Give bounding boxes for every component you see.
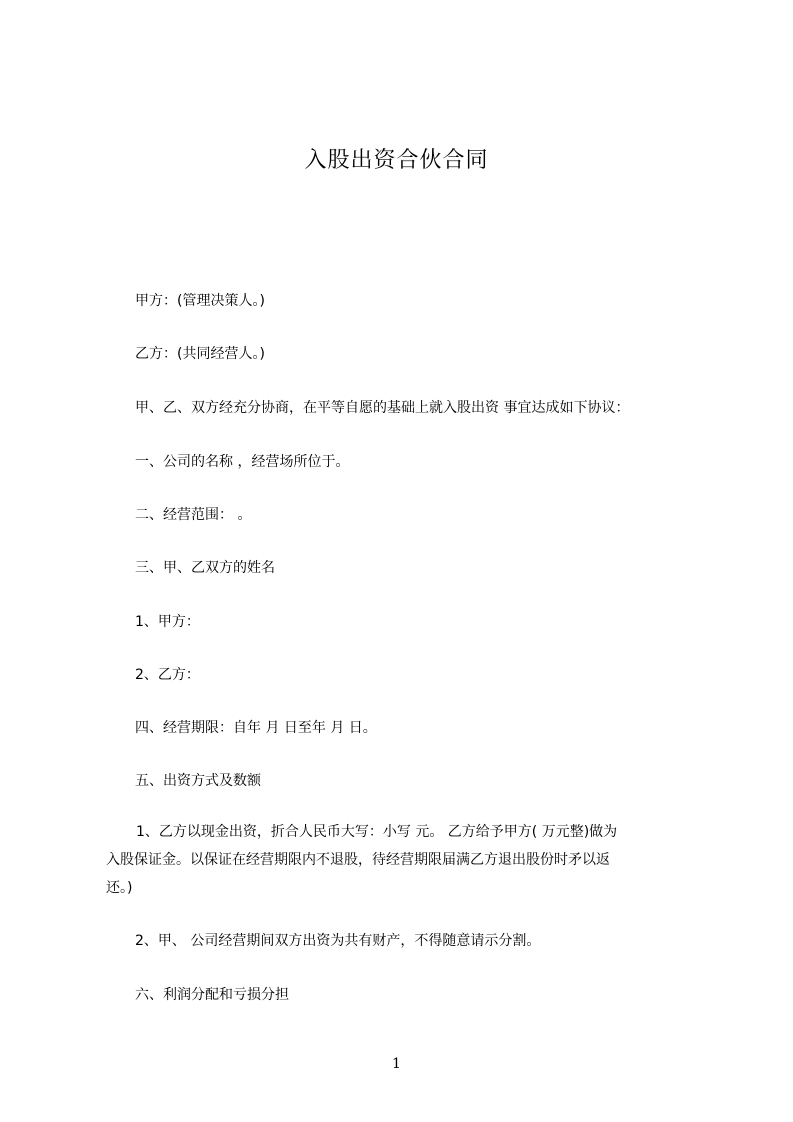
- section-6-profit: 六、利润分配和亏损分担: [135, 987, 289, 1003]
- party-a-name: 1、甲方：: [135, 614, 200, 630]
- section-2-business-scope: 二、经营范围： 。: [135, 507, 252, 523]
- party-b-line: 乙方：(共同经营人。): [135, 346, 265, 362]
- section-5-contribution: 五、出资方式及数额: [135, 773, 261, 789]
- document-title: 入股出资合伙合同: [304, 148, 489, 173]
- party-a-line: 甲方：(管理决策人。): [135, 293, 265, 309]
- clause-5-1-line-1: 1、乙方以现金出资，折合人民币大写：小写 元。 乙方给予甲方( 万元整)做为: [136, 824, 618, 840]
- page-number: 1: [392, 1056, 401, 1072]
- clause-5-1-line-2: 入股保证金。以保证在经营期限内不退股，待经营期限届满乙方退出股份时矛以返: [106, 852, 610, 868]
- section-1-company-name: 一、公司的名称 ，经营场所位于。: [135, 454, 350, 470]
- clause-5-2: 2、甲、 公司经营期间双方出资为共有财产，不得随意请示分割。: [135, 933, 541, 949]
- section-3-names: 三、甲、乙双方的姓名: [135, 560, 275, 576]
- party-b-name: 2、乙方：: [135, 667, 200, 683]
- clause-5-1-line-3: 还。): [106, 880, 133, 896]
- clause-5-1: [106, 818, 726, 902]
- section-4-term: 四、经营期限：自年 月 日至年 月 日。: [135, 720, 377, 736]
- agreement-intro: 甲、乙、双方经充分协商，在平等自愿的基础上就入股出资 事宜达成如下协议：: [135, 400, 630, 416]
